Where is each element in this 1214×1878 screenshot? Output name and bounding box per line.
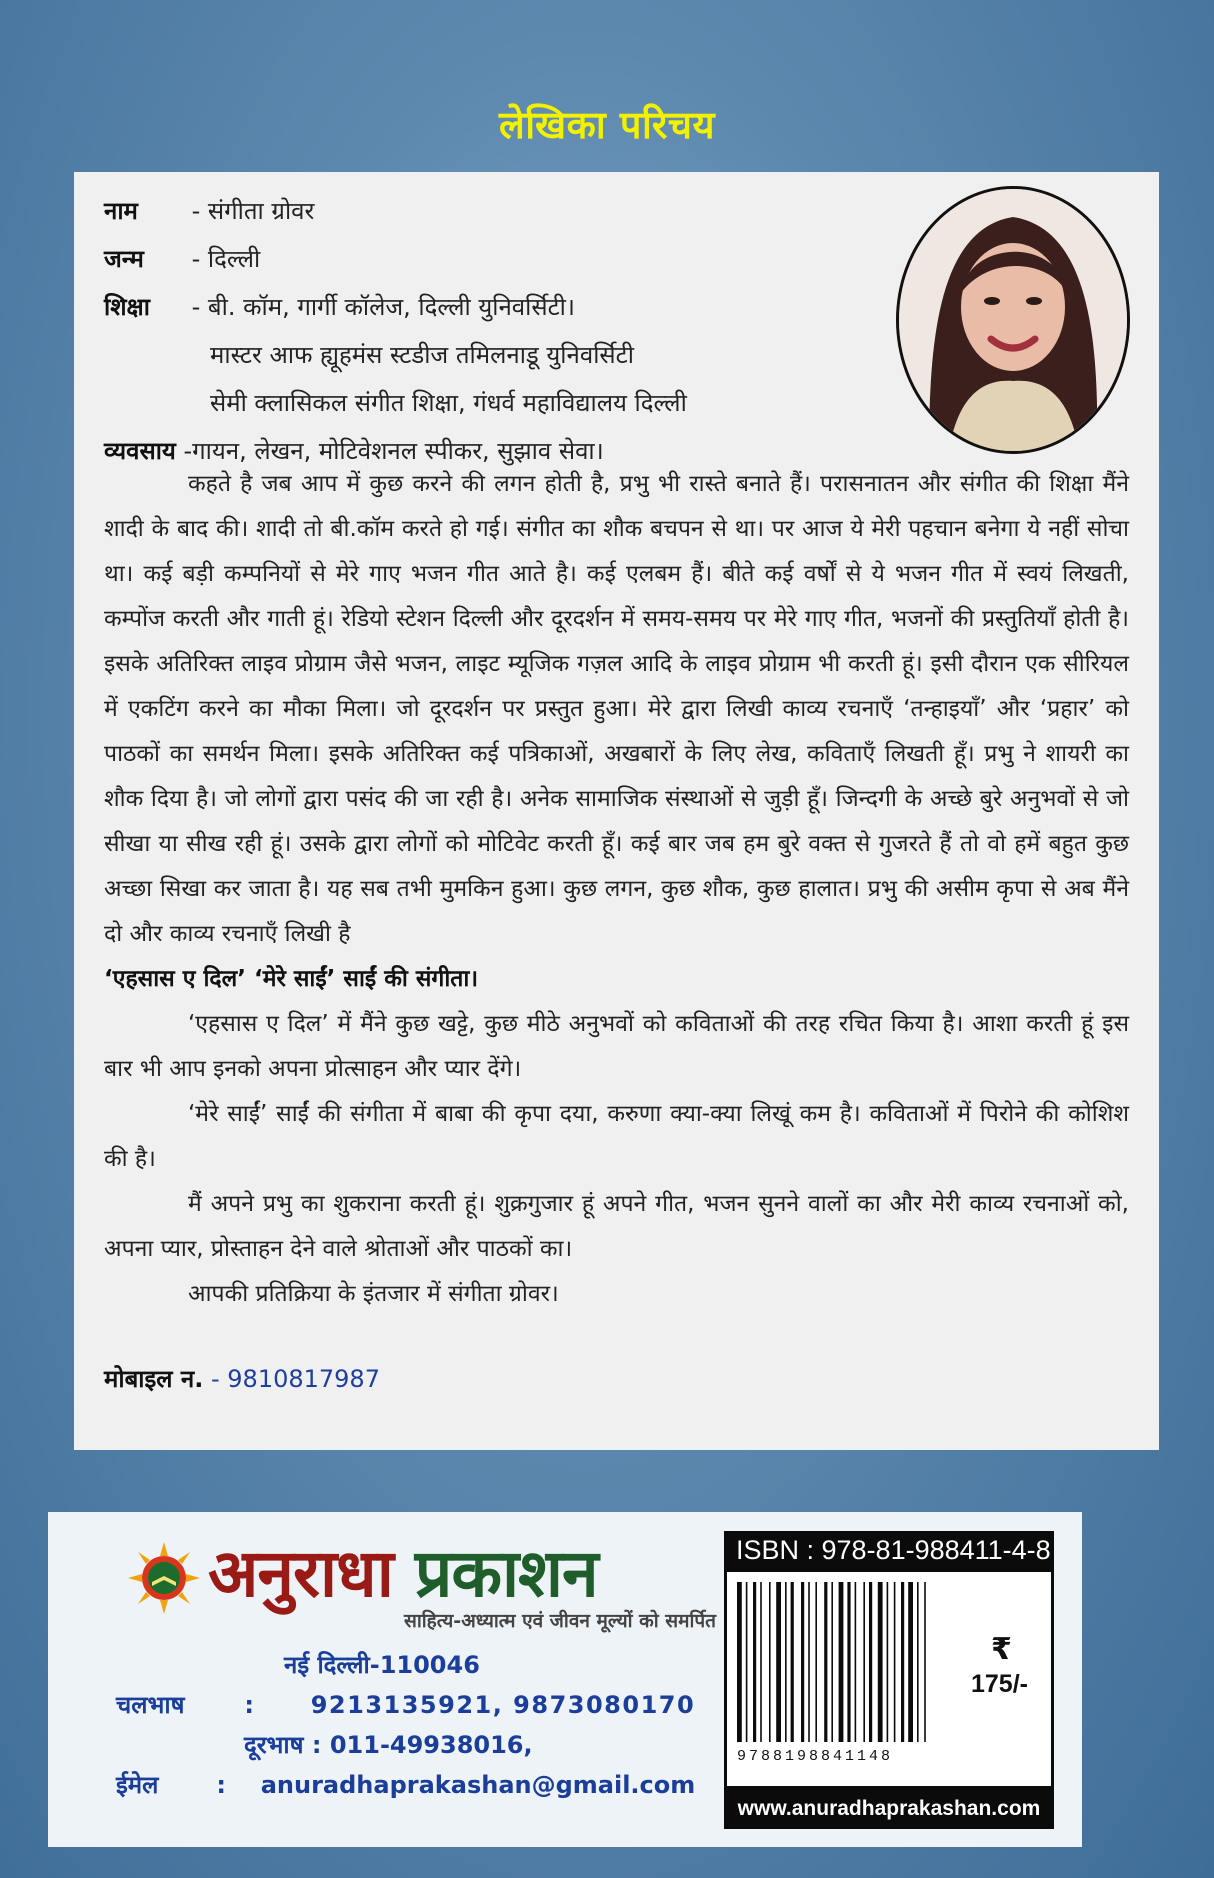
name-value: - संगीता ग्रोवर — [191, 197, 315, 225]
email-value: anuradhaprakashan@gmail.com — [260, 1771, 696, 1799]
rupee-symbol: ₹ — [991, 1632, 1012, 1667]
book-price: 175/- — [971, 1670, 1028, 1698]
author-portrait-icon — [899, 189, 1127, 451]
education-row — [104, 290, 575, 323]
education-line-3: सेमी क्लासिकल संगीत शिक्षा, गंधर्व महाविद्यालय दिल्ली — [210, 389, 687, 417]
bio-paragraph-2: ‘एहसास ए दिल’ में मैंने कुछ खट्टे, कुछ मीठे अनुभवों को कविताओं की तरह रचित किया है। आशा करती हूं इस बार भी आप इनको अपना प्रोत्साहन और प्यार देंगे। — [104, 1011, 1129, 1082]
birth-row — [104, 242, 260, 275]
mobile-contact-numbers: 9213135921, 9873080170 — [310, 1691, 696, 1719]
publisher-website: www.anuradhaprakashan.com — [724, 1789, 1054, 1829]
publisher-name-part2: प्रकाशन — [414, 1534, 598, 1612]
author-photo — [896, 186, 1130, 454]
publisher-phone-row — [244, 1728, 533, 1761]
education-line-1: - बी. कॉम, गार्गी कॉलेज, दिल्ली युनिवर्सिटी। — [191, 293, 575, 321]
isbn-label: ISBN : 978-81-988411-4-8 — [724, 1531, 1054, 1569]
barcode-area — [724, 1569, 1054, 1789]
email-separator: : — [216, 1771, 226, 1799]
bio-paragraph-4: मैं अपने प्रभु का शुकराना करती हूं। शुक्रगुजार हूं अपने गीत, भजन सुनने वालों का और मेरी काव्य रचनाओं को, अपना प्यार, प्रोस्ताहन देने वाले श्रोताओं और पाठकों का। — [104, 1191, 1129, 1262]
barcode-digits: 9788198841148 — [737, 1748, 894, 1765]
publisher-panel — [48, 1512, 1082, 1847]
bio-paragraph-3: ‘मेरे साईं’ साईं की संगीता में बाबा की कृपा दया, करुणा क्या-क्या लिखूं कम है। कविताओं में पिरोने की कोशिश की है। — [104, 1101, 1129, 1172]
author-intro-panel — [74, 172, 1159, 1450]
phone-label: दूरभाष — [244, 1731, 304, 1759]
birth-label: जन्म — [104, 245, 144, 273]
publisher-email-row — [116, 1768, 695, 1801]
isbn-block — [724, 1531, 1054, 1827]
publisher-name-part1: अनुराधा — [208, 1534, 393, 1612]
sun-book-logo-icon — [128, 1542, 200, 1614]
birth-value: - दिल्ली — [191, 245, 261, 273]
education-line-2: मास्टर आफ ह्यूहमंस स्टडीज तमिलनाडू युनिवर्सिटी — [210, 341, 634, 369]
author-biography — [104, 462, 1129, 1317]
mobile-contact-separator: : — [244, 1691, 254, 1719]
bio-paragraph-5: आपकी प्रतिक्रिया के इंतजार में संगीता ग्रोवर। — [188, 1281, 559, 1307]
phone-value: : 011-49938016, — [311, 1731, 533, 1759]
email-label: ईमेल — [116, 1771, 159, 1799]
publisher-name — [208, 1526, 598, 1616]
mobile-contact-label: चलभाष — [116, 1691, 185, 1719]
mobile-label: मोबाइल न. — [104, 1365, 204, 1393]
name-label: नाम — [104, 197, 138, 225]
barcode-icon — [735, 1582, 965, 1742]
bio-book-titles: ‘एहसास ए दिल’ ‘मेरे साईं’ साईं की संगीता। — [104, 966, 479, 992]
education-label: शिक्षा — [104, 293, 150, 321]
occupation-label: व्यवसाय — [104, 437, 176, 465]
bio-paragraph-1: कहते है जब आप में कुछ करने की लगन होती है, प्रभु भी रास्ते बनाते हैं। परासनातन और संगीत की शिक्षा मैंने शादी के बाद की। शादी तो बी.कॉम करते हो गई। संगीत का शौक बचपन से था। पर आज ये मेरी पहचान बनेगा ये नहीं सोचा था। कई बड़ी कम्पनियों से मेरे गाए भजन गीत आते है। कई एलबम हैं। बीते कई वर्षों से ये भजन गीत में स्वयं लिखती, कम्पोंज करती और गाती हूं। रेडियो स्टेशन दिल्ली और दूरदर्शन में समय-समय पर मेरे गाए गीत, भजनों की प्रस्तुतियाँ होती है। इसके अतिरिक्त लाइव प्रोग्राम जैसे भजन, लाइट म्यूजिक गज़ल आदि के लाइव प्रोग्राम भी करती हूं। इसी दौरान एक सीरियल में एकटिंग करने का मौका मिला। जो दूरदर्शन पर प्रस्तुत हुआ। मेरे द्वारा लिखी काव्य रचनाएँ ‘तन्हाइयाँ’ और ‘प्रहार’ को पाठकों का समर्थन मिला। इसके अतिरिक्त कई पत्रिकाओं, अखबारों के लिए लेख, कविताएँ लिखती हूँ। प्रभु ने शायरी का शौक दिया है। जो लोगों द्वारा पसंद की जा रही है। अनेक सामाजिक संस्थाओं से जुड़ी हूँ। जिन्दगी के अच्छे बुरे अनुभवों से जो सीखा या सीख रही हूं। उसके द्वारा लोगों को मोटिवेट करती हूँ। कई बार जब हम बुरे वक्त से गुजरते हैं तो वो हमें बहुत कुछ अच्छा सिखा कर जाता है। यह सब तभी मुमकिन हुआ। कुछ लगन, कुछ शौक, कुछ हालात। प्रभु की असीम कृपा से अब मैंने दो और काव्य रचनाएँ लिखी है — [104, 471, 1130, 947]
publisher-mobile-row — [116, 1688, 695, 1721]
author-mobile-row — [104, 1362, 380, 1395]
publisher-tagline: साहित्य-अध्यात्म एवं जीवन मूल्यों को समर्पित — [404, 1610, 717, 1632]
name-row — [104, 194, 314, 227]
occupation-value: -गायन, लेखन, मोटिवेशनल स्पीकर, सुझाव सेवा। — [183, 437, 604, 465]
mobile-number: - 9810817987 — [210, 1365, 380, 1393]
page-title: लेखिका परिचय — [498, 103, 716, 147]
publisher-city: नई दिल्ली-110046 — [284, 1651, 480, 1679]
